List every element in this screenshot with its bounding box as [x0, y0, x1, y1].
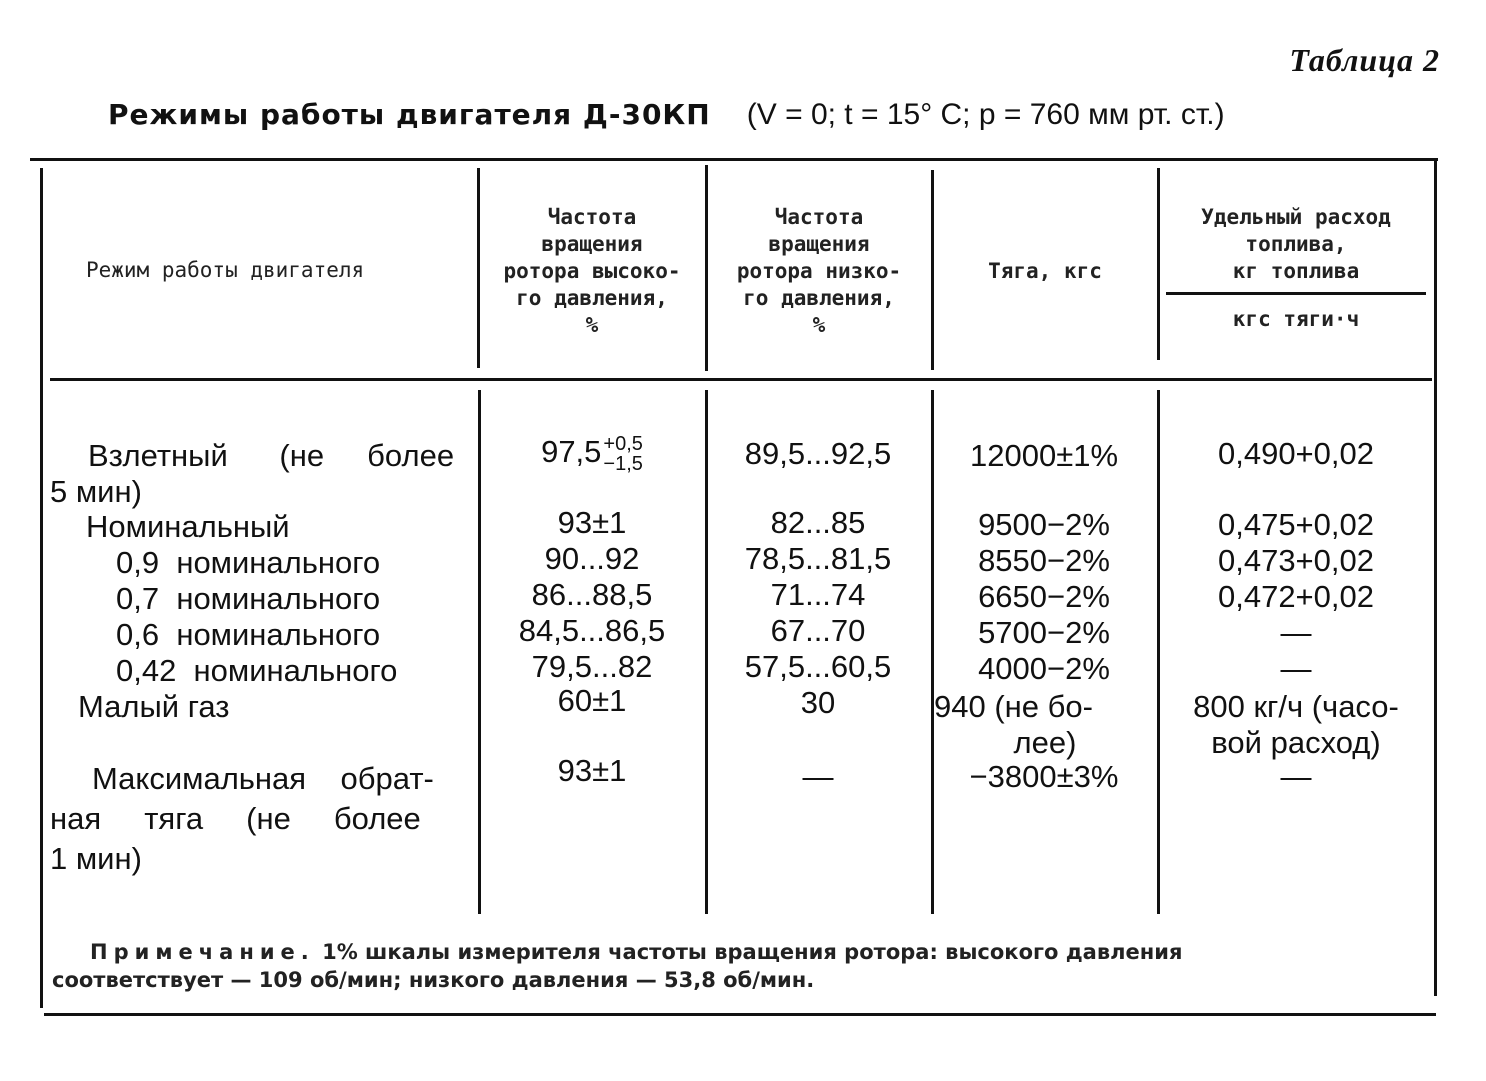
header-lp-line: Частота [774, 205, 864, 229]
table-row-hp: 79,5...82 [531, 649, 653, 684]
table-row-lp: 30 [800, 685, 836, 720]
table-row-thrust: 5700−2% [978, 615, 1110, 650]
mode-line: 1 мин) [50, 841, 142, 876]
mode-line: ная тяга (не более [50, 801, 421, 836]
note-line-1 [52, 938, 1432, 966]
thrust-line: 940 (не бо- [934, 689, 1093, 724]
header-sfc-line: топлива, [1245, 232, 1347, 256]
header-thrust: Тяга, кгс [988, 259, 1102, 283]
header-mode: Режим работы двигателя [86, 258, 365, 282]
table-row-lp: 78,5...81,5 [744, 541, 892, 576]
table-row-lp: 67...70 [770, 613, 866, 648]
table-row-hp: 93±1 [557, 505, 627, 540]
hp-tolerance [603, 434, 642, 474]
table-title [108, 98, 1225, 132]
table-row-sfc: 0,475+0,02 [1217, 507, 1374, 542]
note-line-2: соответствует — 109 об/мин; низкого давления — 53,8 об/мин. [52, 968, 815, 992]
hp-tolerance-lower: −1,5 [603, 453, 643, 475]
header-hp-line: ротора высоко- [503, 259, 681, 283]
table-row-hp: 86...88,5 [531, 577, 653, 612]
table-row-mode: Номинальный [86, 509, 290, 544]
header-hp-line: % [585, 313, 599, 337]
table-row-lp: 71...74 [770, 577, 866, 612]
table-row-thrust: −3800±3% [969, 759, 1119, 794]
table-row-mode [50, 438, 476, 510]
table-row-sfc: 0,473+0,02 [1217, 543, 1374, 578]
table-row-thrust: 4000−2% [978, 651, 1110, 686]
sfc-fraction-bar [1166, 292, 1426, 295]
table-row-sfc: — [1280, 759, 1312, 794]
table-row-hp: 84,5...86,5 [518, 613, 666, 648]
header-sfc-denominator: кгс тяги·ч [1232, 307, 1360, 331]
table-row-mode: 0,9 номинального [116, 545, 381, 580]
header-hp-line: Частота [547, 205, 637, 229]
sfc-line: 800 кг/ч (часо- [1193, 689, 1399, 724]
table-top-rule [30, 158, 1438, 161]
table-note [52, 938, 1432, 994]
table-row-thrust: 12000±1% [969, 438, 1119, 473]
header-lp-line: го давления, [743, 286, 895, 310]
header-sfc-line: кг топлива [1232, 259, 1360, 283]
table-row-sfc: 0,490+0,02 [1217, 436, 1374, 471]
table-row-lp: 89,5...92,5 [744, 436, 892, 471]
table-row-lp: 57,5...60,5 [744, 649, 892, 684]
title-conditions: (V = 0; t = 15° С; p = 760 мм рт. ст.) [746, 98, 1225, 131]
mode-line: 5 мин) [50, 474, 142, 509]
table-row-sfc: 0,472+0,02 [1217, 579, 1374, 614]
table-row-mode: 0,6 номинального [116, 617, 381, 652]
header-sfc-line: Удельный расход [1201, 205, 1391, 229]
mode-line: Взлетный (не более [88, 438, 455, 473]
header-lp-speed [708, 204, 930, 339]
header-sfc [1160, 204, 1432, 285]
title-main: Режимы работы двигателя Д-30КП [108, 98, 711, 131]
hp-value: 97,5 [541, 434, 602, 470]
frame-right [1434, 158, 1437, 996]
table-row-thrust: 8550−2% [978, 543, 1110, 578]
header-bottom-rule [50, 378, 1432, 381]
table-row-mode [50, 759, 476, 879]
table-number: Таблица 2 [1289, 42, 1440, 78]
header-lp-line: вращения [768, 232, 870, 256]
table-row-thrust: 6650−2% [978, 579, 1110, 614]
frame-left [40, 168, 43, 1008]
hp-tolerance-upper: +0,5 [603, 433, 643, 455]
table-row-mode: 0,7 номинального [116, 581, 381, 616]
header-lp-line: ротора низко- [736, 259, 902, 283]
header-hp-speed [480, 204, 704, 339]
thrust-line: лее) [1013, 725, 1077, 760]
note-text: 1% шкалы измерителя частоты вращения ротора: высокого давления [314, 940, 1183, 964]
table-row-sfc: — [1280, 615, 1312, 650]
table-row-hp: 93±1 [557, 753, 627, 788]
table-row-mode: Малый газ [78, 689, 230, 724]
table-row-lp: 82...85 [770, 505, 866, 540]
header-lp-line: % [812, 313, 826, 337]
table-row-hp: 60±1 [557, 683, 627, 718]
table-row-sfc: — [1280, 651, 1312, 686]
header-hp-line: го давления, [516, 286, 668, 310]
table-row-sfc [1160, 689, 1432, 761]
table-row-hp: 90...92 [544, 541, 640, 576]
table-bottom-rule [44, 1013, 1436, 1016]
header-hp-line: вращения [541, 232, 643, 256]
table-row-thrust: 9500−2% [978, 507, 1110, 542]
table-row-lp: — [802, 759, 834, 794]
table-row-mode: 0,42 номинального [116, 653, 398, 688]
sfc-line: вой расход) [1211, 725, 1381, 760]
note-lead: Примечание. [90, 940, 315, 964]
mode-line: Максимальная обрат- [92, 761, 434, 796]
table-row-hp [480, 434, 704, 474]
table-row-thrust [934, 689, 1156, 761]
